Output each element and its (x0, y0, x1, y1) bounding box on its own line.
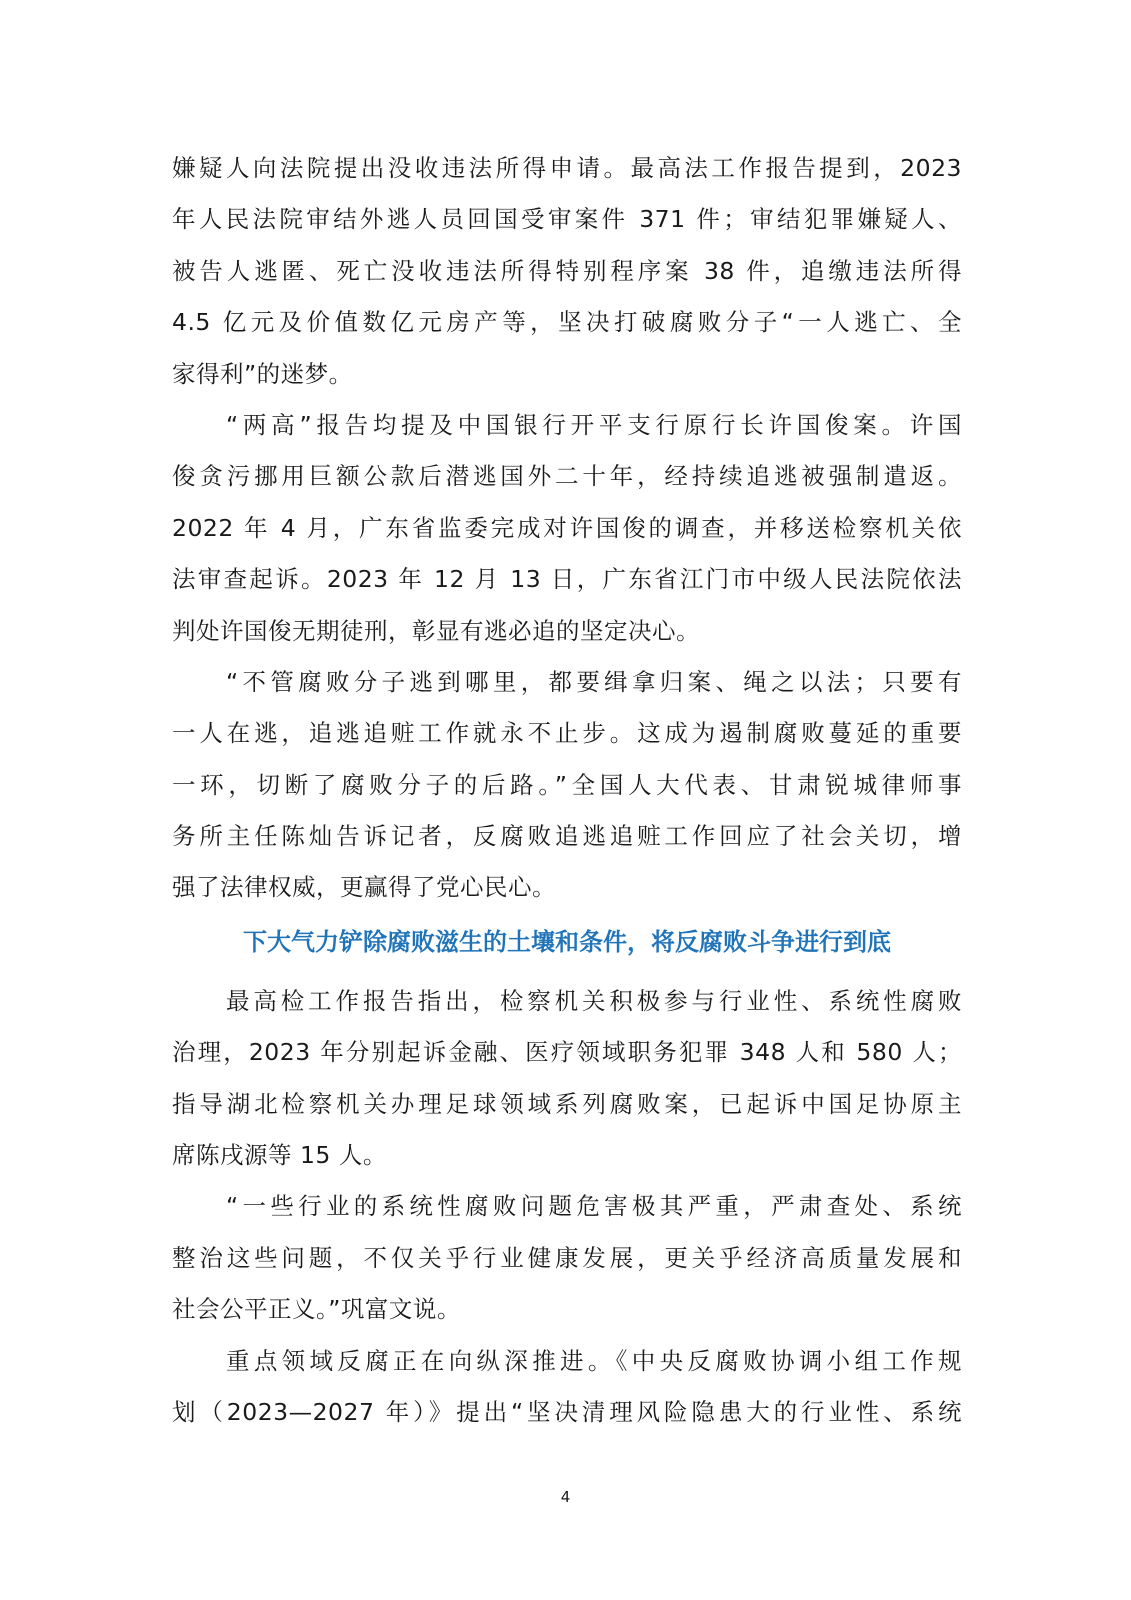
text-line: 重点领域反腐正在向纵深推进。《中央反腐败协调小组工作规 (226, 1346, 962, 1375)
text-line: 划（2023—2027 年）》提出“坚决清理风险隐患大的行业性、系统 (172, 1397, 962, 1426)
text-line: 社会公平正义。”巩富文说。 (172, 1295, 461, 1324)
text-line: 席陈戌源等 15 人。 (172, 1141, 387, 1170)
body-text (172, 143, 962, 1438)
text-line: 最高检工作报告指出，检察机关积极参与行业性、系统性腐败 (226, 986, 962, 1015)
text-line: 法审查起诉。2023 年 12 月 13 日，广东省江门市中级人民法院依法 (172, 565, 962, 594)
text-line: 4.5 亿元及价值数亿元房产等，坚决打破腐败分子“一人逃亡、全 (172, 308, 962, 337)
text-line: 务所主任陈灿告诉记者，反腐败追逃追赃工作回应了社会关切，增 (172, 822, 962, 851)
page-number: 4 (560, 1488, 571, 1506)
text-line: 强了法律权威，更赢得了党心民心。 (172, 873, 556, 902)
text-line: 俊贪污挪用巨额公款后潜逃国外二十年，经持续追逃被强制遣返。 (172, 462, 962, 491)
text-line: “一些行业的系统性腐败问题危害极其严重，严肃查处、系统 (226, 1192, 962, 1221)
text-line: 家得利”的迷梦。 (172, 359, 353, 388)
text-line: 治理，2023 年分别起诉金融、医疗领域职务犯罪 348 人和 580 人； (172, 1038, 962, 1067)
text-line: 指导湖北检察机关办理足球领域系列腐败案，已起诉中国足协原主 (172, 1089, 962, 1118)
section-heading: 下大气力铲除腐败滋生的土壤和条件，将反腐败斗争进行到底 (243, 927, 891, 956)
text-line: 整治这些问题，不仅关乎行业健康发展，更关乎经济高质量发展和 (172, 1243, 962, 1272)
text-line: 2022 年 4 月，广东省监委完成对许国俊的调查，并移送检察机关依 (172, 513, 962, 542)
text-line: 判处许国俊无期徒刑，彰显有逃必追的坚定决心。 (172, 616, 700, 645)
text-line: 一环，切断了腐败分子的后路。”全国人大代表、甘肃锐城律师事 (172, 770, 962, 799)
text-line: “不管腐败分子逃到哪里，都要缉拿归案、绳之以法；只要有 (226, 667, 962, 696)
text-line: 一人在逃，追逃追赃工作就永不止步。这成为遏制腐败蔓延的重要 (172, 719, 962, 748)
text-line: 嫌疑人向法院提出没收违法所得申请。最高法工作报告提到，2023 (172, 154, 962, 182)
text-line: 被告人逃匿、死亡没收违法所得特别程序案 38 件，追缴违法所得 (172, 256, 962, 285)
text-line: “两高”报告均提及中国银行开平支行原行长许国俊案。许国 (226, 410, 962, 439)
text-line: 年人民法院审结外逃人员回国受审案件 371 件；审结犯罪嫌疑人、 (172, 205, 962, 234)
